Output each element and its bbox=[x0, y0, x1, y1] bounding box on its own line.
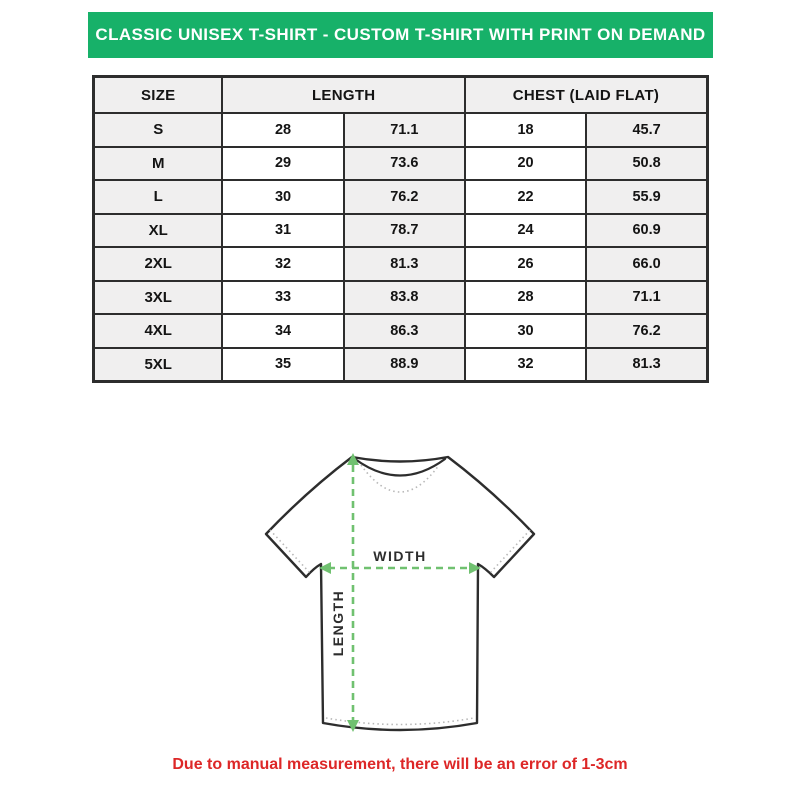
cell-size: L bbox=[94, 180, 223, 214]
table-row bbox=[94, 281, 708, 315]
cell-size: 2XL bbox=[94, 247, 223, 281]
col-header-size: SIZE bbox=[94, 77, 223, 114]
tshirt-diagram-svg bbox=[240, 435, 560, 755]
cell-chest-cm: 45.7 bbox=[586, 113, 707, 147]
cell-length-in: 34 bbox=[222, 314, 343, 348]
cell-size: 3XL bbox=[94, 281, 223, 315]
cell-size: XL bbox=[94, 214, 223, 248]
measurement-error-note: Due to manual measurement, there will be an error of 1-3cm bbox=[172, 756, 628, 773]
page-title: CLASSIC UNISEX T-SHIRT - CUSTOM T-SHIRT WITH PRINT ON DEMAND bbox=[95, 25, 706, 44]
size-chart-table bbox=[92, 75, 709, 383]
cell-length-cm: 78.7 bbox=[344, 214, 465, 248]
table-row bbox=[94, 247, 708, 281]
cell-length-in: 31 bbox=[222, 214, 343, 248]
cell-length-cm: 71.1 bbox=[344, 113, 465, 147]
cell-length-cm: 81.3 bbox=[344, 247, 465, 281]
table-header-row bbox=[94, 77, 708, 114]
cell-size: S bbox=[94, 113, 223, 147]
cell-chest-cm: 71.1 bbox=[586, 281, 707, 315]
cell-chest-cm: 50.8 bbox=[586, 147, 707, 181]
tshirt-outline bbox=[266, 457, 534, 730]
tshirt-measurement-diagram bbox=[240, 435, 560, 755]
cell-length-in: 28 bbox=[222, 113, 343, 147]
cell-chest-in: 20 bbox=[465, 147, 586, 181]
col-header-chest: CHEST (LAID FLAT) bbox=[465, 77, 708, 114]
title-banner bbox=[88, 12, 713, 58]
table-row bbox=[94, 113, 708, 147]
cell-chest-in: 18 bbox=[465, 113, 586, 147]
cell-length-cm: 76.2 bbox=[344, 180, 465, 214]
cell-length-in: 30 bbox=[222, 180, 343, 214]
cell-chest-in: 26 bbox=[465, 247, 586, 281]
cell-length-cm: 83.8 bbox=[344, 281, 465, 315]
cell-length-in: 35 bbox=[222, 348, 343, 382]
cell-size: 4XL bbox=[94, 314, 223, 348]
cell-length-in: 29 bbox=[222, 147, 343, 181]
cell-chest-in: 24 bbox=[465, 214, 586, 248]
table-row bbox=[94, 214, 708, 248]
cell-length-in: 32 bbox=[222, 247, 343, 281]
width-label: WIDTH bbox=[373, 548, 427, 564]
cell-chest-cm: 81.3 bbox=[586, 348, 707, 382]
cell-size: 5XL bbox=[94, 348, 223, 382]
cell-length-in: 33 bbox=[222, 281, 343, 315]
cell-chest-cm: 55.9 bbox=[586, 180, 707, 214]
cell-chest-cm: 66.0 bbox=[586, 247, 707, 281]
table-row bbox=[94, 348, 708, 382]
cell-length-cm: 86.3 bbox=[344, 314, 465, 348]
col-header-length: LENGTH bbox=[222, 77, 465, 114]
length-label: LENGTH bbox=[330, 589, 346, 657]
cell-chest-in: 28 bbox=[465, 281, 586, 315]
cell-size: M bbox=[94, 147, 223, 181]
cell-chest-cm: 60.9 bbox=[586, 214, 707, 248]
table-row bbox=[94, 180, 708, 214]
cell-chest-cm: 76.2 bbox=[586, 314, 707, 348]
cell-length-cm: 88.9 bbox=[344, 348, 465, 382]
table-row bbox=[94, 147, 708, 181]
table-row bbox=[94, 314, 708, 348]
cell-chest-in: 30 bbox=[465, 314, 586, 348]
cell-length-cm: 73.6 bbox=[344, 147, 465, 181]
cell-chest-in: 22 bbox=[465, 180, 586, 214]
cell-chest-in: 32 bbox=[465, 348, 586, 382]
